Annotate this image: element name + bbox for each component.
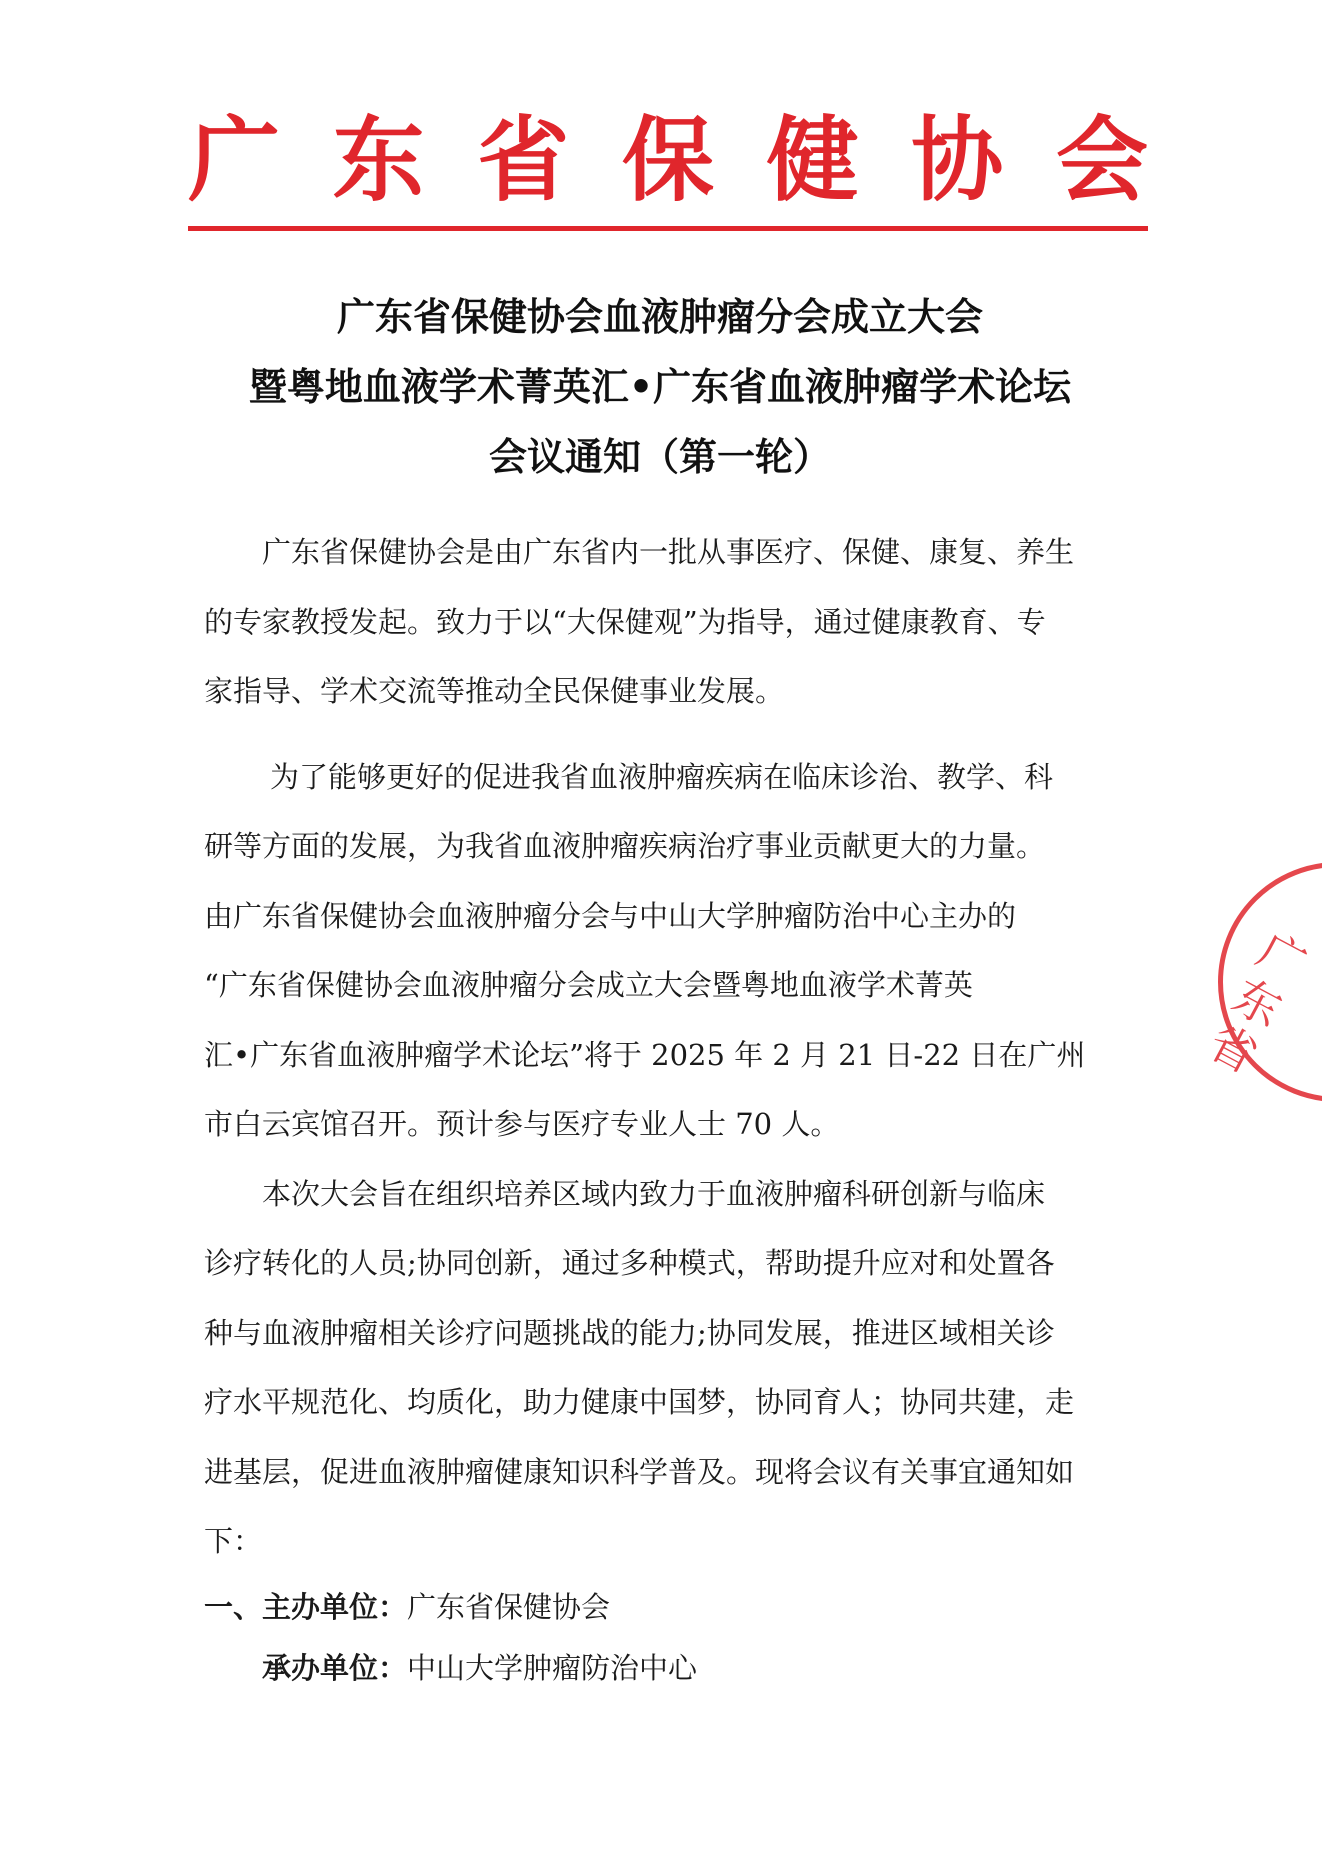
section-organizers [204, 1577, 1126, 1699]
text-line: “广东省保健协会血液肿瘤分会成立大会暨粤地血液学术菁英 [204, 968, 973, 1002]
host-label: 承办单位： [262, 1650, 408, 1685]
paragraph-goals [204, 1160, 1126, 1577]
letterhead-char: 健 [766, 106, 859, 214]
paragraph-intro [204, 518, 1126, 727]
text-line: 本次大会旨在组织培养区域内致力于血液肿瘤科研创新与临床 [262, 1176, 1046, 1211]
text-line: 的专家教授发起。致力于以“大保健观”为指导，通过健康教育、专 [204, 604, 1046, 639]
text-line: 汇•广东省血液肿瘤学术论坛”将于 2025 年 2 月 21 日-22 日在广州 [204, 1037, 1086, 1072]
letterhead-char: 协 [911, 106, 1004, 214]
text-line: 种与血液肿瘤相关诊疗问题挑战的能力;协同发展，推进区域相关诊 [204, 1315, 1055, 1350]
letterhead-char: 广 [188, 106, 281, 214]
host-line [204, 1638, 1126, 1699]
organizer-value: 广东省保健协会 [407, 1589, 611, 1624]
letterhead-char: 保 [621, 106, 714, 214]
letterhead-char: 东 [332, 106, 425, 214]
seal-text: 广东省 [1193, 921, 1315, 1085]
text-line: 由广东省保健协会血液肿瘤分会与中山大学肿瘤防治中心主办的 [204, 898, 1017, 933]
text-line: 诊疗转化的人员;协同创新，通过多种模式，帮助提升应对和处置各 [204, 1246, 1055, 1280]
paragraph-purpose [204, 743, 1126, 1160]
title-line-1: 广东省保健协会血液肿瘤分会成立大会 [336, 295, 983, 339]
text-line: 市白云宾馆召开。预计参与医疗专业人士 70 人。 [204, 1107, 840, 1141]
host-value: 中山大学肿瘤防治中心 [407, 1650, 698, 1685]
organizer-line [204, 1577, 1126, 1638]
letterhead-char: 省 [477, 106, 570, 214]
text-line: 下： [204, 1524, 263, 1558]
letterhead-char: 会 [1055, 106, 1148, 214]
organizer-label: 一、主办单位： [204, 1589, 408, 1624]
text-line: 家指导、学术交流等推动全民保健事业发展。 [204, 674, 785, 708]
text-line: 广东省保健协会是由广东省内一批从事医疗、保健、康复、养生 [262, 535, 1075, 569]
letterhead [188, 105, 1148, 215]
letterhead-divider [188, 226, 1148, 231]
text-line: 为了能够更好的促进我省血液肿瘤疾病在临床诊治、教学、科 [270, 759, 1054, 794]
title-line-2: 暨粤地血液学术菁英汇•广东省血液肿瘤学术论坛 [248, 365, 1072, 409]
text-line: 进基层，促进血液肿瘤健康知识科学普及。现将会议有关事宜通知如 [204, 1454, 1075, 1489]
official-seal [1193, 862, 1322, 1102]
text-line: 疗水平规范化、均质化，助力健康中国梦，协同育人；协同共建，走 [204, 1385, 1075, 1419]
text-line: 研等方面的发展，为我省血液肿瘤疾病治疗事业贡献更大的力量。 [204, 829, 1046, 863]
document-title [150, 282, 1170, 492]
document-body [204, 518, 1126, 1699]
title-line-3: 会议通知（第一轮） [488, 435, 831, 479]
